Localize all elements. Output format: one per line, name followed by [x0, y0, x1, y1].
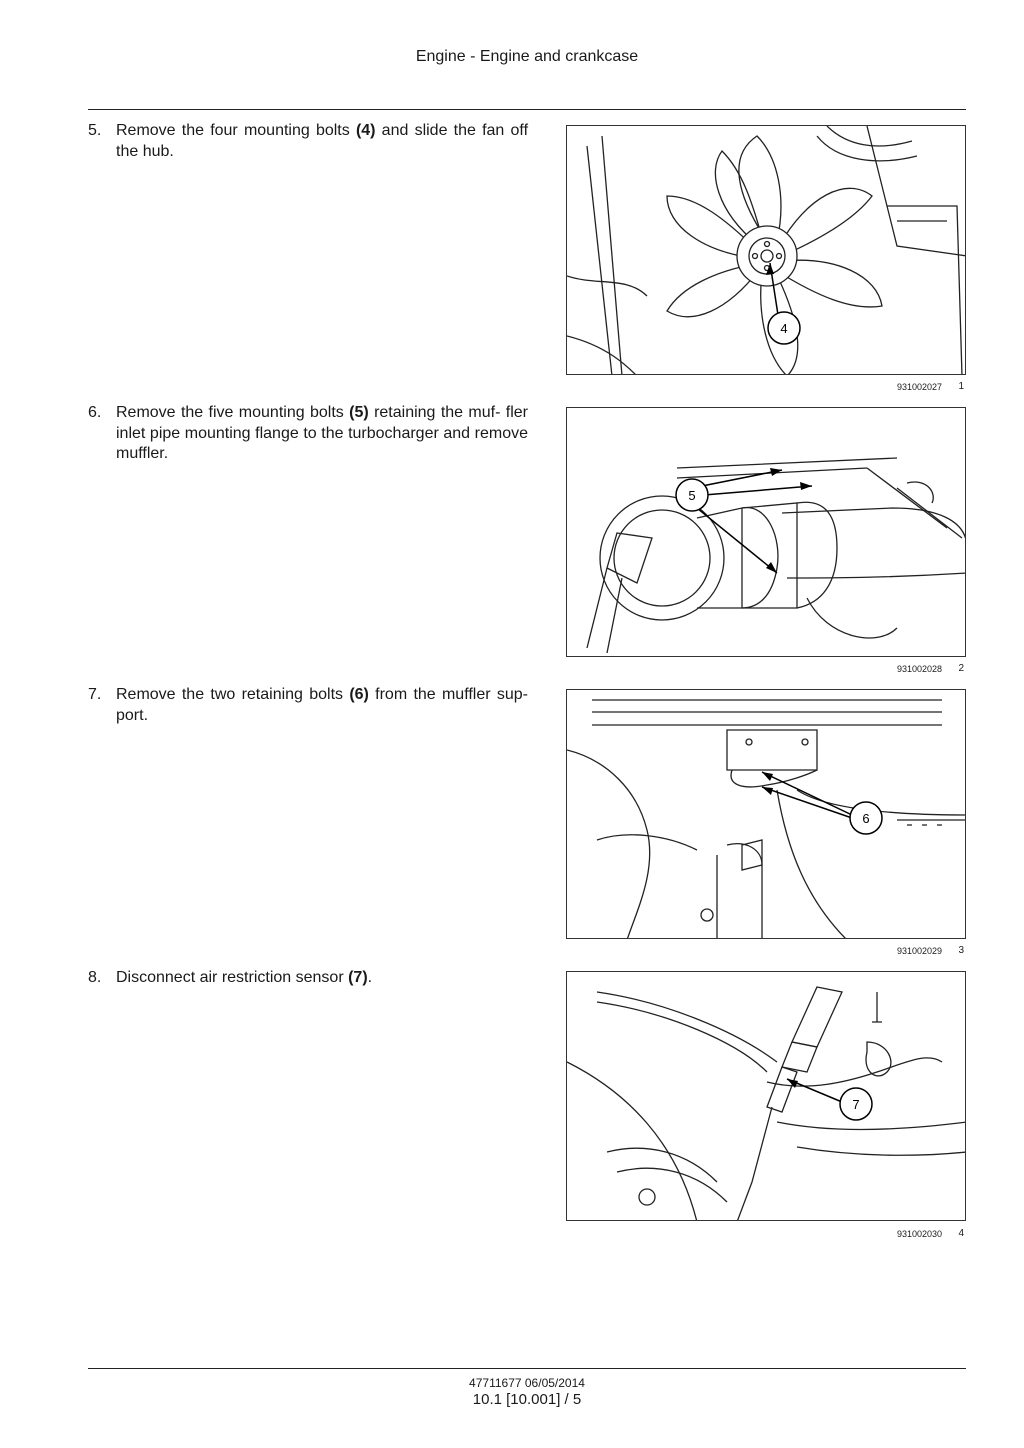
footer-doc-ref: 47711677 06/05/2014	[469, 1376, 585, 1390]
sensor-icon	[567, 972, 966, 1221]
figure-code: 931002027	[896, 382, 942, 392]
callout-5: 5	[688, 488, 696, 503]
callout-6: 6	[862, 811, 870, 826]
step-5	[88, 121, 528, 162]
callout-7: 7	[852, 1097, 860, 1112]
figure-3-muffler-support	[566, 689, 966, 939]
footer-page-ref: 10.1 [10.001] / 5	[472, 1391, 582, 1408]
step-number: 5.	[88, 122, 102, 139]
step-number: 8.	[88, 969, 102, 986]
callout-ref: (7)	[348, 969, 368, 986]
fan-icon	[567, 126, 966, 375]
figure-number: 3	[958, 945, 964, 956]
step-6	[88, 403, 528, 465]
step-number: 6.	[88, 404, 102, 421]
figure-code: 931002029	[896, 946, 942, 956]
figure-code: 931002028	[896, 664, 942, 674]
callout-4: 4	[780, 321, 788, 336]
step-text: Disconnect air restriction sensor (7).	[116, 969, 373, 986]
figure-4-sensor	[566, 971, 966, 1221]
step-text: Remove the two retaining bolts (6) from the muffler sup- port.	[116, 686, 528, 724]
step-8	[88, 968, 528, 989]
figure-number: 2	[958, 663, 964, 674]
step-text: Remove the five mounting bolts (5) retaining the muf- fler inlet pipe mounting flange to the turbocharger and remove muffler.	[116, 404, 529, 462]
callout-ref: (4)	[355, 122, 376, 139]
callout-ref: (5)	[349, 404, 369, 421]
callout-ref: (6)	[349, 686, 369, 703]
footer-rule	[88, 1368, 966, 1369]
figure-code: 931002030	[896, 1229, 942, 1239]
step-text: Remove the four mounting bolts (4) and slide the fan off the hub.	[116, 122, 529, 160]
header-rule	[88, 109, 966, 110]
page-header: Engine - Engine and crankcase	[415, 48, 639, 65]
figure-1-fan	[566, 125, 966, 375]
turbocharger-icon	[567, 408, 966, 657]
figure-number: 1	[958, 381, 964, 392]
figure-number: 4	[958, 1228, 964, 1239]
muffler-support-icon	[567, 690, 966, 939]
figure-2-turbocharger	[566, 407, 966, 657]
step-7	[88, 685, 528, 726]
step-number: 7.	[88, 686, 102, 703]
